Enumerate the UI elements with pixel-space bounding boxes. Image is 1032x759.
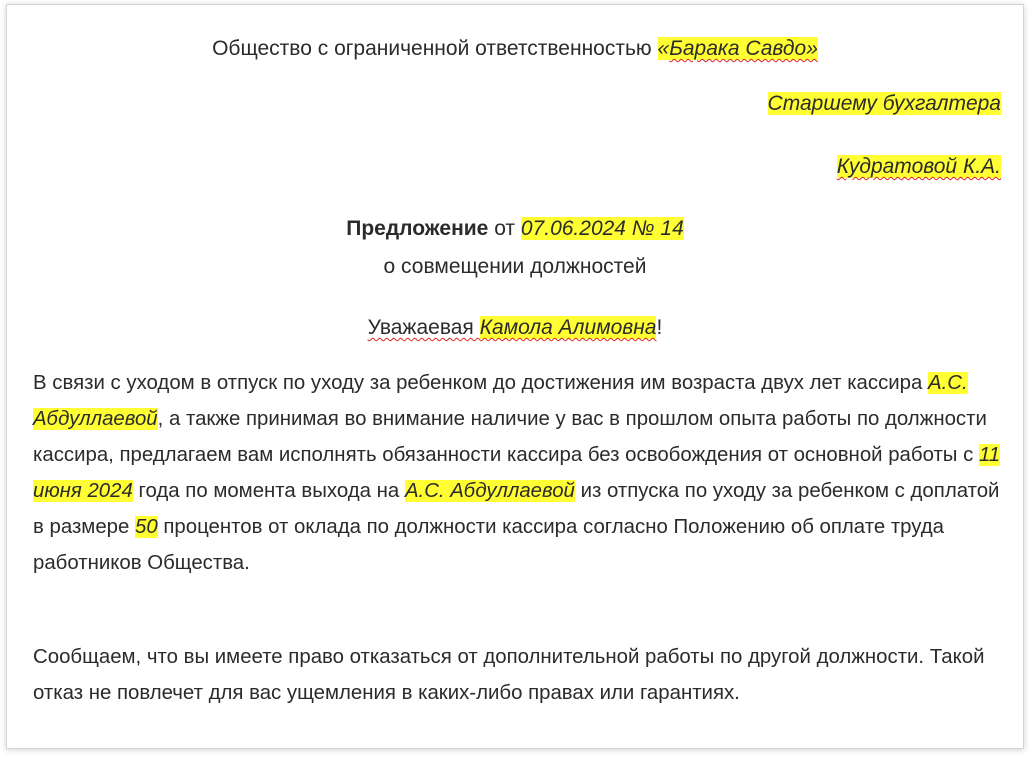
addressee-name-line [837, 153, 1001, 181]
cashier-name-highlight-1: А.С. Абдуллаевой [33, 372, 968, 430]
paragraph1-text-2: , а также принимая во внимание наличие у вас в прошлом опыта работы по должности кассира, предлагаем вам исполнять обязанности кассира без освобождения от основной работы с [33, 408, 987, 466]
organization-name: «Барака Савдо» [657, 37, 818, 60]
organization-name-text: Барака Савдо» [669, 37, 818, 60]
document-page [6, 4, 1024, 749]
addressee-position-line [768, 90, 1001, 118]
greeting-prefix: Уважаевая [367, 316, 480, 339]
percent-highlight: 50 [135, 516, 158, 538]
document-type: Предложение [346, 217, 489, 240]
document-subject: о совмещении должностей [383, 255, 647, 278]
addressee-name [837, 155, 1001, 178]
organization-line [7, 35, 1023, 63]
document-date-number: 07.06.2024 № 14 [520, 217, 684, 240]
greeting-suffix: ! [656, 316, 663, 339]
paragraph1-text-5: процентов от оклада по должности кассира согласно Положению об оплате труда работников Общества. [33, 516, 945, 574]
paragraph1-text-4: из отпуска по уходу за ребенком с доплатой в размере [33, 480, 1000, 538]
paragraph1-text-3: года по момента выхода на [132, 480, 405, 502]
addressee-position: Старшему бухгалтера [767, 92, 1001, 115]
cashier-name-highlight-2: А.С. Абдуллаевой [404, 480, 575, 502]
greeting-line [7, 314, 1023, 342]
document-title-line [7, 215, 1023, 243]
body-paragraph-1 [33, 365, 1008, 581]
greeting-name: Камола Алимовна [479, 316, 657, 339]
paragraph1-text-1: В связи с уходом в отпуск по уходу за ребенком до достижения им возраста двух лет кассира [33, 372, 929, 394]
organization-prefix: Общество с ограниченной ответственностью [212, 37, 658, 60]
body-paragraph-2: Сообщаем, что вы имеете право отказаться от дополнительной работы по другой должности. Такой отказ не повлечет для вас ущемления в каких-либо правах или гарантиях. [33, 646, 985, 704]
start-date-highlight: 11 июня 2024 [33, 444, 1001, 502]
addressee-name-text: Кудратовой К.А. [836, 155, 1001, 178]
title-from: от [488, 217, 521, 240]
